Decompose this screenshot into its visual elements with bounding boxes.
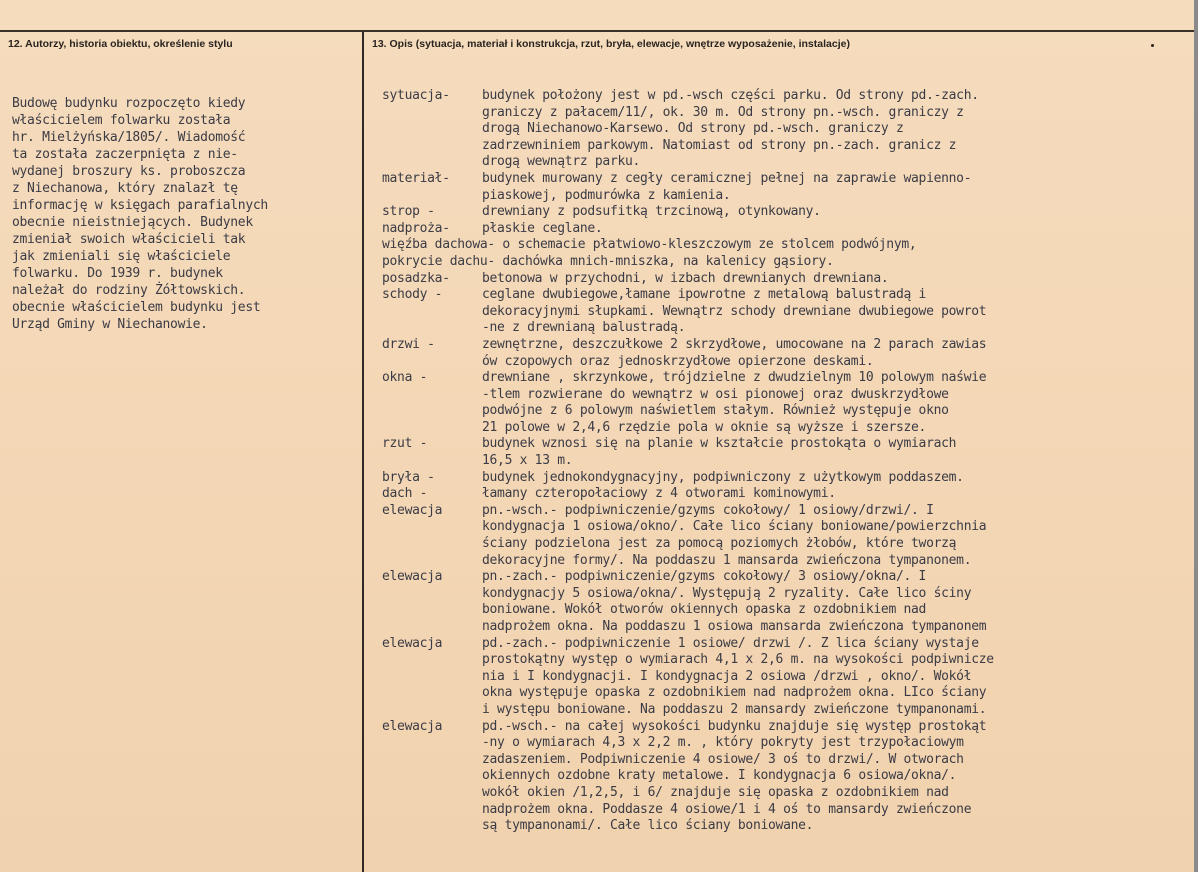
history-line: Budowę budynku rozpoczęto kiedy (12, 96, 246, 111)
description-row (382, 121, 1182, 138)
description-row (382, 105, 1182, 122)
row-text: drewniane , skrzynkowe, trójdzielne z dwudzielnym 10 polowym naświe (482, 370, 987, 386)
description-row (382, 802, 1182, 819)
row-text: budynek murowany z cegły ceramicznej pełnej na zaprawie wapienno- (482, 170, 972, 186)
row-text: ściany podzielona jest za pomocą poziomych żłobów, które tworzą (482, 536, 957, 552)
ink-dot (1151, 44, 1154, 47)
history-text (12, 95, 357, 333)
description-row (382, 685, 1182, 702)
description-row (382, 536, 1182, 553)
row-label: dach - (382, 486, 428, 502)
row-text: betonowa w przychodni, w izbach drewnianych drewniana. (482, 270, 889, 286)
description-row (382, 337, 1182, 354)
row-text: wokół okien /1,2,5, i 6/ znajduje się opaska z ozdobnikiem nad (482, 784, 949, 800)
description-row (382, 271, 1182, 288)
row-text: budynek jednokondygnacyjny, podpiwniczony z użytkowym poddaszem. (482, 469, 964, 485)
description-row (382, 702, 1182, 719)
row-text: zadaszeniem. Podpiwniczenie 4 osiowe/ 3 oś to drzwi/. W otworach (482, 751, 964, 767)
row-label: posadzka- (382, 270, 450, 286)
row-text: okiennych ozdobne kraty metalowe. I kondygnacja 6 osiowa/okna/. (482, 768, 957, 784)
row-text: łamany czteropołaciowy z 4 otworami kominowymi. (482, 486, 836, 502)
row-text: zadrzewniniem parkowym. Natomiast od strony pn.-zach. granicz z (482, 137, 957, 153)
row-text: okna występuje opaska z ozdobnikiem nad nadprożem okna. LIco ściany (482, 685, 987, 701)
history-line: ta została zaczerpnięta z nie- (12, 147, 238, 162)
history-line: obecnie nieistniejących. Budynek (12, 215, 253, 230)
history-line: właścicielem folwarku została (12, 113, 231, 128)
row-label: drzwi - (382, 336, 435, 352)
description-row (382, 403, 1182, 420)
history-line: folwarku. Do 1939 r. budynek (12, 266, 223, 281)
description-row (382, 503, 1182, 520)
description-row (382, 420, 1182, 437)
description-row (382, 453, 1182, 470)
row-label: bryła - (382, 469, 435, 485)
row-text: -ny o wymiarach 4,3 x 2,2 m. , który pokryty jest trzypołaciowym (482, 735, 964, 751)
row-text: ów czopowych oraz jednoskrzydłowe opierzone deskami. (482, 353, 874, 369)
description-row (382, 154, 1182, 171)
row-text: boniowane. Wokół otworów okiennych opaska z ozdobnikiem nad (482, 602, 927, 618)
row-label: elewacja (382, 502, 443, 518)
row-text: nadprożem okna. Na poddaszu 1 osiowa mansarda zwieńczona tympanonem (482, 619, 987, 634)
row-text: pn.-wsch.- podpiwniczenie/gzyms cokołowy/ 1 osiowy/drzwi/. I (482, 502, 934, 518)
row-text: pokrycie dachu- dachówka mnich-mniszka, na kalenicy gąsiory. (382, 253, 834, 269)
description-row (382, 586, 1182, 603)
description-row (382, 602, 1182, 619)
description-row (382, 370, 1182, 387)
description-row (382, 818, 1182, 835)
row-label: sytuacja- (382, 88, 450, 103)
description-row (382, 652, 1182, 669)
page-edge (1194, 0, 1198, 872)
description-row (382, 669, 1182, 686)
description-row (382, 486, 1182, 503)
description-row (382, 752, 1182, 769)
description-row (382, 237, 1182, 254)
row-label: materiał- (382, 170, 450, 186)
row-text: drogą Niechanowo-Karsewo. Od strony pd.-wsch. graniczy z (482, 121, 904, 137)
row-label: elewacja (382, 569, 443, 585)
description-row (382, 204, 1182, 221)
description-row (382, 470, 1182, 487)
row-text: budynek położony jest w pd.-wsch części parku. Od strony pd.-zach. (482, 88, 979, 103)
description-row (382, 553, 1182, 570)
history-line: wydanej broszury ks. proboszcza (12, 164, 246, 179)
row-text: piaskowej, podmurówka z kamienia. (482, 187, 731, 203)
row-label: schody - (382, 287, 443, 303)
row-text: drogą wewnątrz parku. (482, 154, 641, 170)
history-line: hr. Mielżyńska/1805/. Wiadomość (12, 130, 246, 145)
row-label: elewacja (382, 718, 443, 734)
row-text: dekoracyjne formy/. Na poddaszu 1 mansarda zwieńczona tympanonem. (482, 552, 972, 568)
row-text: kondygnacjy 5 osiowa/okna/. Występują 2 ryzality. Całe lico ściny (482, 585, 972, 601)
history-line: Urząd Gminy w Niechanowie. (12, 317, 208, 332)
row-text: -tlem rozwierane do wewnątrz w osi pionowej oraz dwuskrzydłowe (482, 386, 949, 402)
description-row (382, 436, 1182, 453)
row-text: i występu boniowane. Na poddaszu 2 mansardy zwieńczone tympanonami. (482, 701, 987, 717)
row-text: są tympanonami/. Całe lico ściany boniowane. (482, 818, 814, 834)
row-text: 16,5 x 13 m. (482, 453, 573, 469)
row-text: więźba dachowa- o schemacie płatwiowo-kleszczowym ze stolcem podwójnym, (382, 237, 917, 253)
description-row (382, 719, 1182, 736)
section-12-header: 12. Autorzy, historia obiektu, określenie stylu (8, 38, 233, 50)
row-text: podwójne z 6 polowym naświetlem stałym. Również występuje okno (482, 403, 949, 419)
description-row (382, 785, 1182, 802)
row-text: płaskie ceglane. (482, 220, 603, 236)
row-label: strop - (382, 204, 435, 220)
history-line: z Niechanowa, który znalazł tę (12, 181, 238, 196)
row-text: prostokątny występ o wymiarach 4,1 x 2,6 m. na wysokości podpiwnicze (482, 652, 994, 668)
description-row (382, 138, 1182, 155)
history-line: należał do rodziny Żółtowskich. (12, 283, 246, 298)
description-row (382, 304, 1182, 321)
row-text: graniczy z pałacem/11/, ok. 30 m. Od strony pn.-wsch. graniczy z (482, 104, 964, 120)
row-text: dekoracyjnymi słupkami. Wewnątrz schody drewniane dwubiegowe powrot (482, 303, 987, 319)
description-row (382, 171, 1182, 188)
description-row (382, 569, 1182, 586)
description-row (382, 354, 1182, 371)
description-row (382, 221, 1182, 238)
description-row (382, 619, 1182, 636)
history-line: zmieniał swoich właścicieli tak (12, 232, 246, 247)
row-text: nadprożem okna. Poddasze 4 osiowe/1 i 4 oś to mansardy zwieńczone (482, 801, 972, 817)
history-line: informację w księgach parafialnych (12, 198, 268, 213)
row-text: budynek wznosi się na planie w kształcie prostokąta o wymiarach (482, 436, 957, 452)
description-row (382, 387, 1182, 404)
description-row (382, 519, 1182, 536)
section-13-header: 13. Opis (sytuacja, materiał i konstrukcja, rzut, bryła, elewacje, wnętrze wyposażenie, instalacje) (372, 38, 850, 50)
row-label: okna - (382, 370, 428, 386)
row-label: rzut - (382, 436, 428, 452)
description-row (382, 88, 1182, 105)
description-row (382, 254, 1182, 271)
history-line: obecnie właścicielem budynku jest (12, 300, 261, 315)
history-line: jak zmieniali się właściciele (12, 249, 231, 264)
row-text: -ne z drewnianą balustradą. (482, 320, 686, 336)
row-text: pd.-wsch.- na całej wysokości budynku znajduje się występ prostokąt (482, 718, 987, 734)
row-text: ceglane dwubiegowe,łamane ipowrotne z metalową balustradą i (482, 287, 927, 303)
description-row (382, 188, 1182, 205)
description-text (382, 88, 1182, 835)
column-divider (362, 32, 364, 872)
row-text: pd.-zach.- podpiwniczenie 1 osiowe/ drzwi /. Z lica ściany wystaje (482, 635, 979, 651)
row-text: kondygnacja 1 osiowa/okno/. Całe lico ściany boniowane/powierzchnia (482, 519, 987, 535)
description-row (382, 636, 1182, 653)
row-label: nadproża- (382, 220, 450, 236)
row-text: drewniany z podsufitką trzcinową, otynkowany. (482, 204, 821, 220)
description-row (382, 320, 1182, 337)
row-label: elewacja (382, 635, 443, 651)
row-text: nia i I kondygnacji. I kondygnacja 2 osiowa /drzwi , okno/. Wokół (482, 668, 972, 684)
description-row (382, 768, 1182, 785)
row-text: pn.-zach.- podpiwniczenie/gzyms cokołowy/ 3 osiowy/okna/. I (482, 569, 927, 585)
description-row (382, 735, 1182, 752)
description-row (382, 287, 1182, 304)
top-rule (0, 30, 1198, 32)
row-text: 21 polowe w 2,4,6 rzędzie pola w oknie są wyższe i szersze. (482, 419, 927, 435)
row-text: zewnętrzne, deszczułkowe 2 skrzydłowe, umocowane na 2 parach zawias (482, 336, 987, 352)
